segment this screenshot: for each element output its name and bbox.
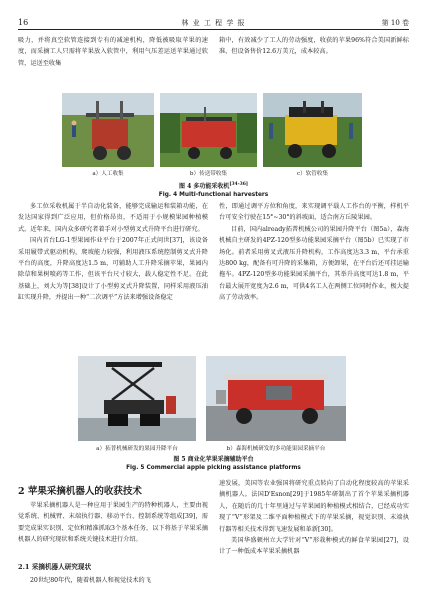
subsection-2-1-heading: 2.1 采摘机器人研究现状 — [18, 563, 92, 571]
fig5-caption-zh: 图 5 商业化苹果采摘辅助平台 — [173, 456, 254, 463]
fig4c-photo — [263, 93, 362, 167]
fig4a-photo — [62, 93, 154, 167]
volume-label: 第 10 卷 — [381, 19, 409, 27]
section2-sub-column — [18, 575, 208, 586]
orchard-lift-platform-image — [78, 356, 196, 441]
journal-title: 林 业 工 程 学 报 — [181, 19, 246, 27]
hose-collection-harvester-image — [263, 93, 362, 167]
fig4c-subcaption: c）软管收集 — [296, 171, 329, 177]
section2-sub-paragraph: 20世纪80年代，随着机器人和视觉技术的飞 — [30, 577, 151, 584]
fig5a-subcaption: a）拓普机械研发的果园升降平台 — [96, 446, 178, 452]
fig5a-photo — [78, 356, 196, 441]
section2-right-column — [219, 478, 409, 558]
page-header — [18, 16, 409, 30]
fig4-caption — [18, 181, 409, 199]
fig4b-subcaption: b）传送带收集 — [189, 171, 228, 177]
fig5-caption — [18, 456, 409, 472]
multifunction-picking-platform-image — [206, 356, 346, 441]
fig5-caption-en: Fig. 5 Commercial apple picking assistance platforms — [126, 465, 301, 471]
mid-right-paragraph-2: 目前，国内already拓普机械公司的果园升降平台（图5a），森海机械自主研发的4PZ-120型多功能果园采摘平台（图5b）已实现了市场化。前者采用剪叉式液压升降机构，工作高度达3.3 m，平台承重达800 kg，配备有可升降的采集箱，方便卸果，在平台后还可挂运输拖车。4PZ-120型多功能果园采摘平台，其举升高度可达1.8 m，平台最大展开宽度为2.6 m，可供4名工人在两侧工位同时作业，极大提高了劳动效率。 — [219, 225, 409, 302]
mid-right-paragraph-1: 性，即通过调平方位和角度，来实现调平载人工作台的平衡，样机平台可安全行驶在15°~30°的斜坡面，适合南方丘陵果园。 — [219, 203, 409, 222]
mid-right-column — [219, 201, 409, 304]
fig5b-subcaption: b）森海机械研发的多功能果园采摘平台 — [226, 446, 326, 452]
top-right-column — [219, 35, 409, 58]
section2-left-paragraph: 苹果采摘机器人是一种应用于果园生产的特种机器人，主要由视觉系统、机械臂、末端执行器、移动平台、控制系统等组成[39]，需要完成果实识别、定位和精准抓取3个基本任务，以下将基于苹果采摘机器人的研究现状和系统关键技术进行介绍。 — [18, 502, 208, 544]
section2-right-paragraph-1: 速发展，美国等农业强国将研究重点转向了自动化程度较高的苹果采摘机器人。法国D'Esnon[29]于1985年研制出了首个苹果采摘机器人，在随后的几十年里通过与苹果园的种植模式相结合，已经成功实现了“V”形架及二维平面种植模式下的苹果采摘，视觉识别、末端执行器等相关技术得到飞速发展和革新[30]。 — [219, 480, 409, 533]
fig4a-subcaption: a）人工收集 — [92, 171, 124, 177]
mid-left-column — [18, 201, 208, 304]
fig4-caption-en: Fig. 4 Multi-functional harvesters — [158, 192, 269, 198]
top-left-paragraph: 吸力，并将真空软管连接到专有的减速机构，降低被吸取苹果的速度，而采摘工人只需将苹果放入软管中，利用气压差运送苹果通过软管，运送至收集 — [18, 37, 208, 67]
fig5b-photo — [206, 356, 346, 441]
fig4-caption-ref: [34-36] — [229, 182, 248, 187]
top-right-paragraph: 箱中，有效减少了工人的劳动强度，收获的苹果96%符合美国新鲜标准，但设备售价12.6万美元，成本较高。 — [219, 37, 409, 56]
mid-left-paragraph-1: 多工位采收机属于半自动化装备，能够完成输运和装箱功能，在发达国家得到广泛应用，但价格昂贵，不适用于小规模果园种植模式。近年来，国内众多研究者着手对小型剪叉式升降平台进行研究。 — [18, 203, 208, 233]
manual-collection-harvester-image — [62, 93, 154, 167]
section2-right-paragraph-2: 美国华盛顿州立大学针对“V”形栽种模式的鲜食苹果园[27]，设计了一种低成本苹果采摘机器 — [219, 537, 409, 556]
page-number: 16 — [18, 18, 29, 27]
fig4-caption-zh: 图 4 多功能采收机[34-36] — [178, 182, 248, 190]
section-2-heading: 2 苹果采摘机器人的收获技术 — [18, 486, 142, 497]
section2-left-column — [18, 500, 208, 546]
fig4b-photo — [160, 93, 257, 167]
conveyor-collection-harvester-image — [160, 93, 257, 167]
top-left-column — [18, 35, 208, 69]
mid-left-paragraph-2: 国内首台LG-1型果园作业平台于2007年正式问世[37]，该设备采用履带式驱动机构，爬坡能力较强，利用液压系统控制剪叉式升降平台的高度，升降高度达1.5 m，可辅助人工升降采摘苹果，果园内除草和果树喷药等工作，但该平台尺寸较大，载人稳定性不足。在此基础上，刘大为等[38]设计了小型剪叉式升降装置，同样采用液压油缸实现升降，并提出一种“二次调平”方法来增强设备稳定 — [18, 237, 208, 302]
